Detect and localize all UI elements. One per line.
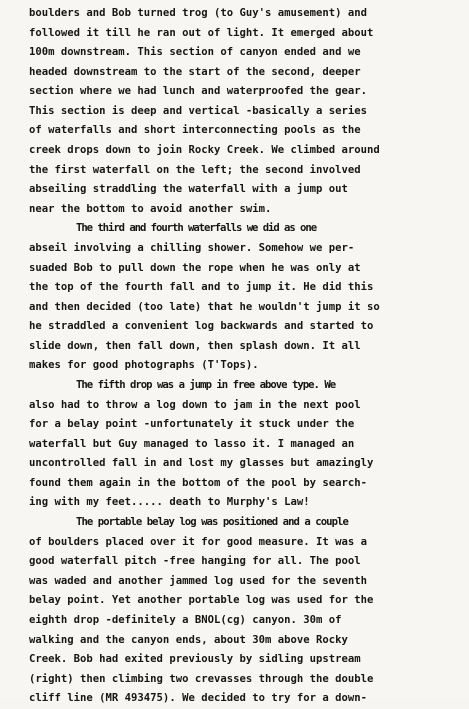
text-line: uncontrolled fall in and lost my glasses but amazingly: [29, 457, 374, 470]
text-line: makes for good photographs (T'Tops).: [29, 359, 259, 372]
text-line: abseiling straddling the waterfall with a jump out: [29, 183, 348, 196]
text-line: headed downstream to the start of the second, deeper: [29, 65, 361, 78]
text-line: boulders and Bob turned trog (to Guy's amusement) and: [29, 7, 368, 19]
text-line: walking and the canyon ends, about 30m above Rocky: [29, 633, 348, 646]
text-line: The portable belay log was positioned and a couple: [76, 516, 348, 529]
text-line: of waterfalls and short interconnecting pools as the: [29, 124, 361, 137]
text-line: section where we had lunch and waterproofed the gear.: [29, 85, 368, 98]
text-line: abseil involving a chilling shower. Somehow we per-: [29, 241, 355, 254]
text-line: belay point. Yet another portable log was used for the: [29, 594, 374, 607]
text-line: found them again in the bottom of the pool by search-: [29, 476, 368, 489]
text-line: waterfall but Guy managed to lasso it. I managed an: [29, 437, 355, 450]
typed-text-body: [29, 4, 461, 709]
text-line: the first waterfall on the left; the second involved: [29, 163, 361, 176]
text-line: also had to throw a log down to jam in the next pool: [29, 398, 361, 411]
text-line: the top of the fourth fall and to jump it. He did this: [29, 281, 374, 294]
text-line: he straddled a convenient log backwards and started to: [29, 320, 374, 333]
text-line: followed it till he ran out of light. It emerged about: [29, 26, 374, 39]
text-line: (right) then climbing two crevasses through the double: [29, 672, 374, 685]
text-line: 100m downstream. This section of canyon ended and we: [29, 46, 361, 59]
text-line: good waterfall pitch -free hanging for all. The pool: [29, 555, 361, 568]
text-line: cliff line (MR 493475). We decided to try for a down-: [29, 692, 368, 705]
text-line: slide down, then fall down, then splash down. It all: [29, 339, 361, 352]
text-line: The fifth drop was a jump in free above type. We: [76, 378, 336, 391]
text-line: for a belay point -unfortunately it stuck under the: [29, 418, 355, 431]
text-line: eighth drop -definitely a BNOL(cg) canyon. 30m of: [29, 613, 342, 626]
text-line: ing with my feet..... death to Murphy's Law!: [29, 496, 310, 509]
text-line: of boulders placed over it for good measure. It was a: [29, 535, 368, 548]
text-line: and then decided (too late) that he wouldn't jump it so: [29, 300, 380, 313]
text-line: The third and fourth waterfalls we did as one: [76, 222, 317, 235]
text-line: Creek. Bob had exited previously by sidling upstream: [29, 653, 361, 666]
text-line: creek drops down to join Rocky Creek. We climbed around: [29, 144, 380, 157]
text-line: This section is deep and vertical -basically a series: [29, 104, 368, 117]
text-line: near the bottom to avoid another swim.: [29, 202, 272, 215]
text-line: suaded Bob to pull down the rope when he was only at: [29, 261, 361, 274]
text-line: was waded and another jammed log used for the seventh: [29, 574, 368, 587]
